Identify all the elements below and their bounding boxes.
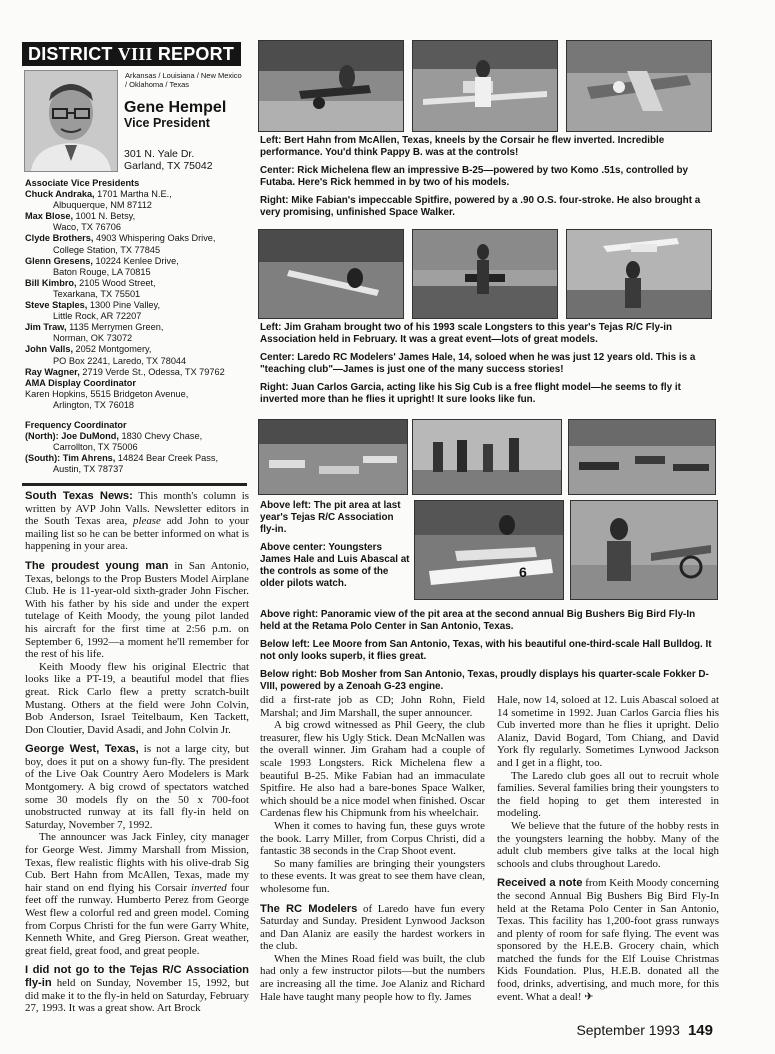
photo-bob-mosher-fokker bbox=[570, 500, 718, 600]
photo-lee-moore-hall-bulldog bbox=[414, 500, 564, 600]
article-paragraph: Received a note from Keith Moody concerning the second Annual Big Bushers Big Bird Fly-In held at the Retama Polo Center in San Antonio, Texas. This facility has 1,200-foot grass runways and plenty of room for safe flying. The event was sponsored by the H.E.B. Grocery chain, which matched the funds for the Elf Louise Christmas Kids Foundation. Plus, H.E.B. donated all the food, drinks, advertising, and much more, for this event. What a deal! ✈ bbox=[497, 877, 719, 1003]
article-paragraph: So many families are bringing their youngsters to these events. It was great to see them have clean, wholesome fun. bbox=[260, 857, 485, 895]
airplane-end-mark: ✈ bbox=[584, 990, 594, 1003]
article-paragraph: We believe that the future of the hobby rests in the youngsters learning the hobby. Many of the adult club members give talks at the local high schools and clubs throughout Laredo. bbox=[497, 819, 719, 870]
vp-portrait-photo bbox=[24, 70, 118, 172]
frequency-coordinator-entry: (North): Joe DuMond, 1830 Chevy Chase, Carrollton, TX 75006 bbox=[25, 431, 203, 453]
photo-youngsters-at-controls bbox=[412, 419, 562, 495]
photo-caption: Above right: Panoramic view of the pit area at the second annual Big Bushers Big Bird Fly-In held at the Retama Polo Center in San Antonio, Texas. bbox=[260, 609, 696, 632]
assoc-vp-entry: Max Blose, 1001 N. Betsy, Waco, TX 76706 bbox=[25, 211, 136, 233]
assoc-vp-entry: Glenn Gresens, 10224 Kenlee Drive, Baton Rouge, LA 70815 bbox=[25, 255, 179, 277]
article-paragraph: South Texas News: This month's column is written by AVP John Valls. Newsletter editors in the South Texas area, please add John to your mailing list so he can be better informed on what is happening in your area. bbox=[25, 490, 249, 553]
vp-address-line-2: Garland, TX 75042 bbox=[124, 160, 213, 172]
photo-caption: Center: Rick Michelena flew an impressive B-25—powered by two Komo .51s, controlled by Futaba. Here's Rick hemmed in by two of his models. bbox=[260, 165, 689, 188]
captions-row-1 bbox=[260, 135, 715, 225]
photo-jim-graham-longsters bbox=[258, 229, 404, 319]
photo-caption: Right: Juan Carlos Garcia, acting like his Sig Cub is a free flight model—he seems to fly it inverted more than he flies it upright! It sure looks like fun. bbox=[260, 382, 681, 405]
photo-caption: Left: Jim Graham brought two of his 1993 scale Longsters to this year's Tejas R/C Fly-in Association held in February. It was a great event—lots of great models. bbox=[260, 322, 673, 345]
photo-tejas-pit-area bbox=[258, 419, 408, 495]
frequency-coordinator-entry: (South): Tim Ahrens, 14824 Bear Creek Pass, Austin, TX 78737 bbox=[25, 453, 218, 475]
issue-date: September 1993 bbox=[576, 1022, 680, 1038]
vp-address bbox=[124, 148, 213, 172]
frequency-coordinator-heading: Frequency Coordinator bbox=[25, 419, 127, 430]
article-paragraph: Hale, now 14, soloed at 12. Luis Abascal soloed at 14 sometime in 1992. Juan Carlos Garcia flies his Cub inverted more than he flies it upright. Delio Alaniz, David Bogard, Tom Chiang, and David York fly regularly. Sometimes Lynwood Jackson and I get in a flight, too. bbox=[497, 694, 719, 769]
photo-james-hale-pilot bbox=[412, 229, 558, 319]
photo-caption: Above left: The pit area at last year's Tejas R/C Association fly-in. bbox=[260, 500, 401, 535]
article-paragraph: A big crowd witnessed as Phil Geery, the club treasurer, flew his Ugly Stick. Dean McNallen was the overall winner. Jim Graham had a couple of scale 1993 Longsters. Rick Michelena flew a beautiful B-25. Mike Fabian had an immaculate Spitfire. He also had a bare-bones Space Walker, which should be a nice model when finished. Oscar Cardenas flew his Chipmunk from his wheelchair. bbox=[260, 719, 485, 820]
article-paragraph: George West, Texas, is not a large city, but boy, does it put on a showy fun-fly. The president of the Live Oak Country Aero Modelers is Mark Montgomery. A big crowd of spectators watched some 30 models fly on the 50 x 700-foot unobstructed runway at its fall fly-in held on Saturday, November 7, 1992. bbox=[25, 743, 249, 831]
captions-row-2 bbox=[260, 322, 715, 412]
assoc-vp-heading: Associate Vice Presidents bbox=[25, 178, 140, 188]
section-divider bbox=[22, 483, 247, 486]
article-column-2 bbox=[260, 694, 485, 1003]
photo-rick-michelena-b25 bbox=[412, 40, 558, 132]
assoc-vp-entry: Ray Wagner, 2719 Verde St., Odessa, TX 79762 bbox=[25, 366, 225, 377]
article-paragraph: The Laredo club goes all out to recruit whole families. Several families bring their youngsters to the field hoping to get them interested in modeling. bbox=[497, 769, 719, 820]
article-paragraph: did a first-rate job as CD; John Rohn, Field Marshal; and Jim Marshall, the super announcer. bbox=[260, 694, 485, 719]
article-paragraph: The announcer was Jack Finley, city manager for George West. Jimmy Marshall from Mission, Texas, flew realistic flights with his olive-drab Sig Cub. Bert Hahn from McAllen, Texas, made my hair stand on end flying his Corsair inverted four feet off the runway. Humberto Perez from George West flew a colorful red and green model. Coming from Corpus Christi for the fun were Garry White, Kenneth White, and Greg Pierson. Great weather, great field, great food, and great people. bbox=[25, 831, 249, 957]
assoc-vp-entry: Jim Traw, 1135 Merrymen Green, Norman, OK 73072 bbox=[25, 322, 164, 344]
display-coordinator-heading: AMA Display Coordinator bbox=[25, 377, 136, 388]
photo-caption: Below right: Bob Mosher from San Antonio, Texas, proudly displays his quarter-scale Fokker D-VIII, powered by a Zenoah G-23 engine. bbox=[260, 669, 709, 692]
assoc-vp-entry: John Valls, 2052 Montgomery, PO Box 2241, Laredo, TX 78044 bbox=[25, 344, 187, 366]
banner-roman-numeral: VIII bbox=[117, 44, 153, 64]
vp-address-line-1: 301 N. Yale Dr. bbox=[124, 148, 195, 160]
article-paragraph: When it comes to having fun, these guys wrote the book. Larry Miller, from Corpus Christi, did a fantastic 38 seconds in the Crap Shoot event. bbox=[260, 819, 485, 858]
photo-mike-fabian-spitfire bbox=[566, 40, 712, 132]
assoc-vp-entry: Clyde Brothers, 4903 Whispering Oaks Drive, College Station, TX 77845 bbox=[25, 233, 216, 255]
page-footer bbox=[576, 1022, 713, 1039]
assoc-vp-entry: Steve Staples, 1300 Pine Valley, Little Rock, AR 72207 bbox=[25, 300, 161, 322]
vp-title: Vice President bbox=[124, 116, 210, 130]
article-column-3 bbox=[497, 694, 719, 1003]
photo-caption: Center: Laredo RC Modelers' James Hale, 14, soloed when he was just 12 years old. This is a "teaching club"—James is just one of the many success stories! bbox=[260, 352, 696, 375]
article-paragraph: When the Mines Road field was built, the club had only a few instructor pilots—but the numbers are increasing all the time. Joe Alaniz and Richard Hale have taught many people how to fly. James bbox=[260, 952, 485, 1003]
district-states: Arkansas / Louisiana / New Mexico / Oklahoma / Texas bbox=[125, 71, 242, 89]
photo-caption: Above center: Youngsters James Hale and Luis Abascal at the controls as some of the older pilots watch. bbox=[260, 542, 410, 589]
photo-juan-carlos-garcia-sig-cub bbox=[566, 229, 712, 319]
article-column-1 bbox=[25, 490, 249, 1015]
page-number: 149 bbox=[687, 1022, 713, 1039]
display-coordinator-entry: Karen Hopkins, 5515 Bridgeton Avenue, Arlington, TX 76018 bbox=[25, 388, 189, 410]
article-paragraph: Keith Moody flew his original Electric that looks like a PT-19, a beautiful model that flies great. Rick Carlo flew a pretty scratch-built Mustang. Others at the field were John Colvin, Bob Anderson, Israel Teitelbaum, Ken Tackett, Don Cloutier, David Asadi, and John Colvin Jr. bbox=[25, 660, 249, 736]
photo-caption: Below left: Lee Moore from San Antonio, Texas, with his beautiful one-third-scale Hall Bulldog. It not only looks superb, it flies great. bbox=[260, 639, 712, 662]
contacts-directory bbox=[25, 178, 250, 475]
article-paragraph: I did not go to the Tejas R/C Association fly-in held on Sunday, November 15, 1992, but did make it to the fly-in held on Saturday, February 27, 1993. It was a great show. Art Brock bbox=[25, 964, 249, 1015]
photo-caption: Right: Mike Fabian's impeccable Spitfire, powered by a .90 O.S. four-stroke. He also brought a very promising, unfinished Space Walker. bbox=[260, 195, 701, 218]
vp-name: Gene Hempel bbox=[124, 99, 227, 116]
captions-row-3-left bbox=[260, 500, 410, 596]
aircraft-number-marking: 6 bbox=[519, 564, 527, 580]
banner-district: DISTRICT bbox=[28, 44, 118, 64]
article-paragraph: The RC Modelers of Laredo have fun every Saturday and Sunday. President Lynwood Jackson and Dan Alaniz are easily the hardest workers in the club. bbox=[260, 902, 485, 953]
article-paragraph: The proudest young man in San Antonio, Texas, belongs to the Prop Busters Model Airplane Club. He is 11-year-old sixth-grader John Fischer. With his father by his side and under the expert tutelage of Keith Moody, the young pilot landed his aircraft for the first time at 2:56 p.m. on September 6, 1992—a moment he'll remember for the rest of his life. bbox=[25, 559, 249, 661]
district-report-banner bbox=[22, 42, 241, 66]
banner-report: REPORT bbox=[152, 44, 235, 64]
assoc-vp-entry: Chuck Andraka, 1701 Martha N.E., Albuquerque, NM 87112 bbox=[25, 189, 172, 211]
captions-row-3 bbox=[260, 609, 715, 699]
photo-bert-hahn-corsair bbox=[258, 40, 404, 132]
photo-caption: Left: Bert Hahn from McAllen, Texas, kneels by the Corsair he flew inverted. Incredible performance. You'd think Pappy B. was at the controls! bbox=[260, 135, 665, 158]
photo-big-bird-pit-panorama bbox=[568, 419, 716, 495]
assoc-vp-entry: Bill Kimbro, 2105 Wood Street, Texarkana, TX 75501 bbox=[25, 277, 156, 299]
